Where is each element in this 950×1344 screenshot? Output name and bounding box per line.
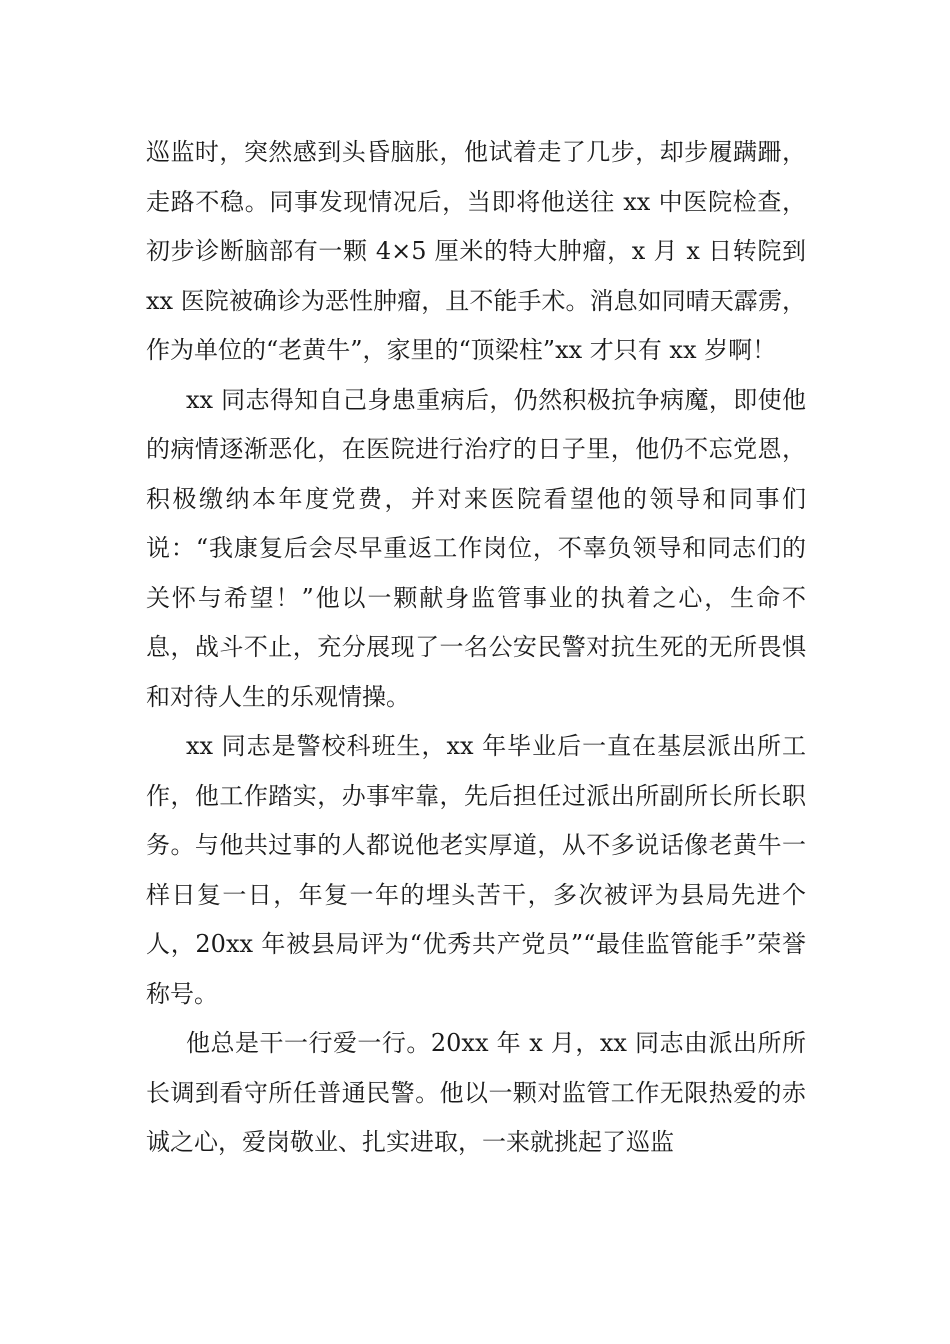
document-body [146, 128, 806, 1168]
paragraph-3: xx 同志是警校科班生，xx 年毕业后一直在基层派出所工作，他工作踏实，办事牢靠，先后担任过派出所副所长所长职务。与他共过事的人都说他老实厚道，从不多说话像老黄牛一样日复一日，年复一年的埋头苦干，多次被评为县局先进个人，20xx 年被县局评为“优秀共产党员”“最佳监管能手”荣誉称号。 [146, 732, 806, 1008]
paragraph-2: xx 同志得知自己身患重病后，仍然积极抗争病魔，即使他的病情逐渐恶化，在医院进行治疗的日子里，他仍不忘党恩，积极缴纳本年度党费，并对来医院看望他的领导和同事们说：“我康复后会尽早重返工作岗位，不辜负领导和同志们的关怀与希望！”他以一颗献身监管事业的执着之心，生命不息，战斗不止，充分展现了一名公安民警对抗生死的无所畏惧和对待人生的乐观情操。 [146, 385, 806, 711]
paragraph-1: 巡监时，突然感到头昏脑胀，他试着走了几步，却步履蹒跚，走路不稳。同事发现情况后，当即将他送往 xx 中医院检查，初步诊断脑部有一颗 4×5 厘米的特大肿瘤，x 月 x 日转院到 xx 医院被确诊为恶性肿瘤，且不能手术。消息如同晴天霹雳，作为单位的“老黄牛”，家里的“顶梁柱”xx 才只有 xx 岁啊！ [146, 138, 806, 364]
paragraph-4: 他总是干一行爱一行。20xx 年 x 月，xx 同志由派出所所长调到看守所任普通民警。他以一颗对监管工作无限热爱的赤诚之心，爱岗敬业、扎实进取，一来就挑起了巡监 [146, 1029, 806, 1156]
